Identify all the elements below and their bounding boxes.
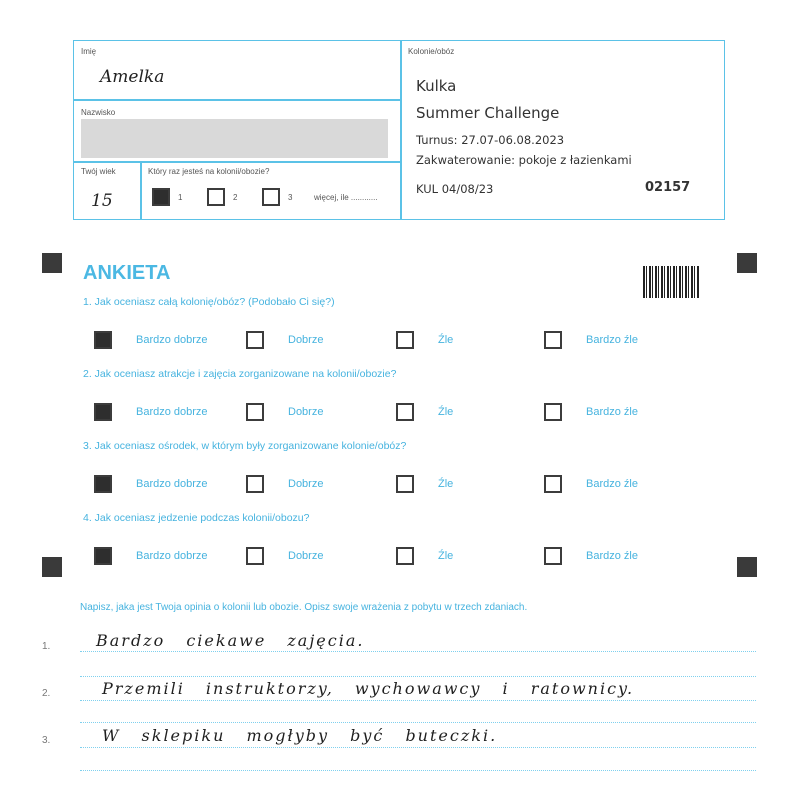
question-1-checkbox-4[interactable] bbox=[544, 331, 562, 349]
question-2-option-4: Bardzo źle bbox=[586, 406, 638, 418]
opinion-number-3: 3. bbox=[42, 735, 51, 746]
question-4-option-2: Dobrze bbox=[288, 550, 324, 562]
header-divider-1 bbox=[74, 99, 400, 101]
zakwaterowanie: Zakwaterowanie: pokoje z łazienkami bbox=[416, 153, 632, 167]
opinion-answer-2: Przemili instruktorzy, wychowawcy i ratownicy. bbox=[102, 679, 635, 698]
camp-code: KUL 04/08/23 bbox=[416, 182, 494, 196]
header-box bbox=[73, 40, 725, 220]
header-divider-age bbox=[140, 161, 142, 219]
question-3-checkbox-4[interactable] bbox=[544, 475, 562, 493]
question-1-checkbox-1[interactable] bbox=[94, 331, 112, 349]
opinion-number-1: 1. bbox=[42, 641, 51, 652]
ktory-raz-option-2: 2 bbox=[233, 193, 238, 202]
question-4-checkbox-2[interactable] bbox=[246, 547, 264, 565]
question-2-option-3: Źle bbox=[438, 406, 454, 418]
opinion-line-2 bbox=[80, 700, 756, 701]
question-4-checkbox-3[interactable] bbox=[396, 547, 414, 565]
nazwisko-redacted bbox=[81, 119, 388, 158]
opinion-answer-1: Bardzo ciekawe zajęcia. bbox=[96, 631, 365, 650]
wiecej-label: więcej, ile ............ bbox=[314, 193, 378, 202]
ktory-raz-option-1: 1 bbox=[178, 193, 183, 202]
question-2-checkbox-1[interactable] bbox=[94, 403, 112, 421]
registration-marker-bottom-right bbox=[737, 557, 757, 577]
question-1-option-2: Dobrze bbox=[288, 334, 324, 346]
question-3-option-2: Dobrze bbox=[288, 478, 324, 490]
question-4-checkbox-4[interactable] bbox=[544, 547, 562, 565]
opinion-line-1 bbox=[80, 651, 756, 652]
question-2-option-2: Dobrze bbox=[288, 406, 324, 418]
opinion-line-2b bbox=[80, 722, 756, 723]
ktory-raz-label: Który raz jesteś na kolonii/obozie? bbox=[148, 167, 270, 176]
question-3-checkbox-1[interactable] bbox=[94, 475, 112, 493]
ktory-raz-checkbox-2[interactable] bbox=[207, 188, 225, 206]
turnus: Turnus: 27.07-06.08.2023 bbox=[416, 133, 565, 147]
imie-label: Imię bbox=[81, 47, 97, 56]
question-4-checkbox-1[interactable] bbox=[94, 547, 112, 565]
header-divider-vertical bbox=[400, 41, 402, 219]
registration-marker-bottom-left bbox=[42, 557, 62, 577]
opinion-line-1b bbox=[80, 676, 756, 677]
question-2-text: 2. Jak oceniasz atrakcje i zajęcia zorganizowane na kolonii/obozie? bbox=[83, 368, 397, 380]
ktory-raz-checkbox-3[interactable] bbox=[262, 188, 280, 206]
kolonie-label: Kolonie/obóz bbox=[408, 47, 455, 56]
form-number: 02157 bbox=[645, 180, 691, 195]
wiek-value: 15 bbox=[91, 191, 113, 211]
header-divider-2 bbox=[74, 161, 400, 163]
question-1-checkbox-2[interactable] bbox=[246, 331, 264, 349]
question-3-text: 3. Jak oceniasz ośrodek, w którym były zorganizowane kolonie/obóz? bbox=[83, 440, 407, 452]
question-4-text: 4. Jak oceniasz jedzenie podczas kolonii/obozu? bbox=[83, 512, 310, 524]
registration-marker-top-right bbox=[737, 253, 757, 273]
question-1-checkbox-3[interactable] bbox=[396, 331, 414, 349]
opinion-line-3b bbox=[80, 770, 756, 771]
question-1-option-4: Bardzo źle bbox=[586, 334, 638, 346]
question-1-text: 1. Jak oceniasz całą kolonię/obóz? (Podobało Ci się?) bbox=[83, 296, 335, 308]
survey-title: ANKIETA bbox=[83, 262, 171, 284]
opinion-number-2: 2. bbox=[42, 688, 51, 699]
question-3-option-3: Źle bbox=[438, 478, 454, 490]
imie-value: Amelka bbox=[100, 67, 165, 87]
question-3-option-1: Bardzo dobrze bbox=[136, 478, 208, 490]
opinion-answer-3: W sklepiku mogłyby być buteczki. bbox=[102, 726, 498, 745]
camp-name-2: Summer Challenge bbox=[416, 104, 560, 122]
question-1-option-3: Źle bbox=[438, 334, 454, 346]
question-2-checkbox-2[interactable] bbox=[246, 403, 264, 421]
question-2-checkbox-4[interactable] bbox=[544, 403, 562, 421]
wiek-label: Twój wiek bbox=[81, 167, 116, 176]
question-3-option-4: Bardzo źle bbox=[586, 478, 638, 490]
opinion-prompt: Napisz, jaka jest Twoja opinia o kolonii lub obozie. Opisz swoje wrażenia z pobytu w trzech zdaniach. bbox=[80, 602, 528, 613]
question-1-option-1: Bardzo dobrze bbox=[136, 334, 208, 346]
question-2-checkbox-3[interactable] bbox=[396, 403, 414, 421]
registration-marker-top-left bbox=[42, 253, 62, 273]
ktory-raz-checkbox-1[interactable] bbox=[152, 188, 170, 206]
nazwisko-label: Nazwisko bbox=[81, 108, 116, 117]
question-4-option-1: Bardzo dobrze bbox=[136, 550, 208, 562]
barcode bbox=[643, 266, 699, 298]
question-4-option-4: Bardzo źle bbox=[586, 550, 638, 562]
ktory-raz-option-3: 3 bbox=[288, 193, 293, 202]
question-4-option-3: Źle bbox=[438, 550, 454, 562]
question-3-checkbox-2[interactable] bbox=[246, 475, 264, 493]
question-2-option-1: Bardzo dobrze bbox=[136, 406, 208, 418]
camp-name-1: Kulka bbox=[416, 77, 457, 95]
question-3-checkbox-3[interactable] bbox=[396, 475, 414, 493]
opinion-line-3 bbox=[80, 747, 756, 748]
